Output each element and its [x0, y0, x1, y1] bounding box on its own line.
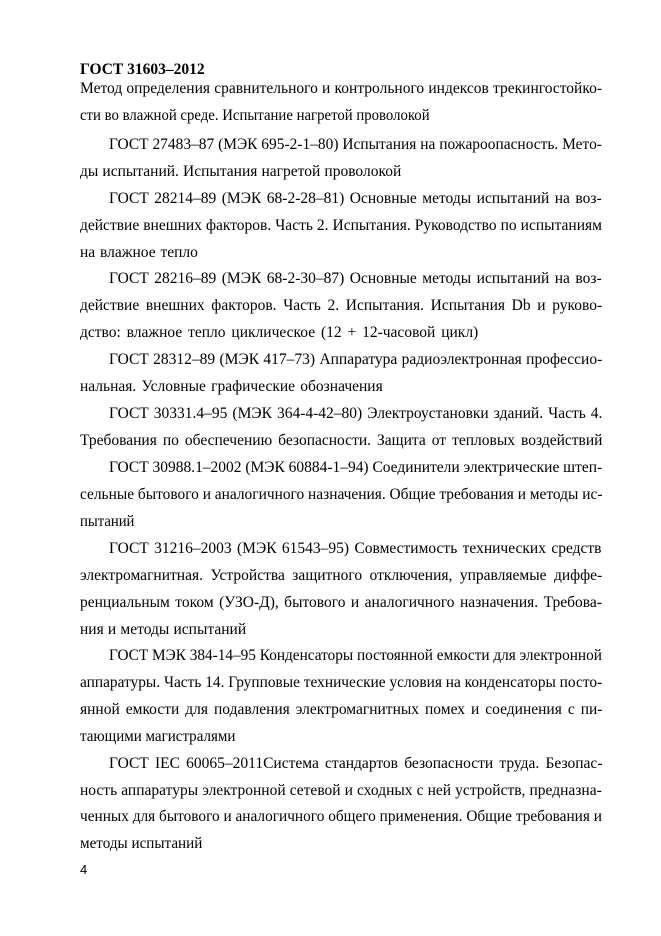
text-line: ГОСТ 27483–87 (МЭК 695-2-1–80) Испытания на пожароопасность. Мето- [109, 136, 602, 153]
text-line: ГОСТ IEC 60065–2011Система стандартов безопасности труда. Безопас- [109, 755, 603, 772]
text-line: ГОСТ МЭК 384-14–95 Конденсаторы постоянной емкости для электронной [109, 647, 602, 664]
text-line: сельные бытового и аналогичного назначения. Общие требования и методы ис- [80, 486, 603, 503]
text-line: сти во влажной среде. Испытание нагретой проволокой [80, 107, 430, 124]
text-line: ГОСТ 28216–89 (МЭК 68-2-30–87) Основные методы испытаний на воз- [109, 270, 602, 287]
text-line: ченных для бытового и аналогичного общего применения. Общие требования и [80, 808, 602, 825]
text-line: методы испытаний [80, 835, 203, 852]
text-line: тающими магистралями [80, 728, 236, 745]
text-line: аппаратуры. Часть 14. Групповые технические условия на конденсаторы посто- [80, 674, 603, 691]
text-line: действие внешних факторов. Часть 2. Испытания. Испытания Db и руково- [80, 297, 603, 314]
text-line: ГОСТ 30331.4–95 (МЭК 364-4-42–80) Электроустановки зданий. Часть 4. [109, 405, 603, 422]
text-line: электромагнитная. Устройства защитного отключения, управляемые диффе- [80, 567, 603, 584]
text-line: Метод определения сравнительного и контрольного индексов трекингостойко- [80, 80, 603, 97]
text-line: на влажное тепло [80, 244, 198, 261]
text-line: ГОСТ 28214–89 (МЭК 68-2-28–81) Основные методы испытаний на воз- [109, 190, 602, 207]
text-line: ния и методы испытаний [80, 621, 247, 638]
text-line: дство: влажное тепло циклическое (12 + 12-часовой цикл) [80, 324, 479, 341]
page-number: 4 [80, 862, 88, 877]
text-line: ренциальным током (УЗО-Д), бытового и аналогичного назначения. Требова- [80, 594, 602, 611]
text-line: ность аппаратуры электронной сетевой и сходных с ней устройств, предназна- [80, 782, 602, 799]
document-header: ГОСТ 31603–2012 [80, 61, 205, 78]
text-line: ГОСТ 31216–2003 (МЭК 61543–95) Совместимость технических средств [109, 540, 602, 557]
text-line: ГОСТ 28312–89 (МЭК 417–73) Аппаратура радиоэлектронная профессио- [109, 351, 603, 368]
text-line: пытаний [80, 513, 135, 530]
text-line: Требования по обеспечению безопасности. Защита от тепловых воздействий [80, 432, 603, 449]
text-line: ГОСТ 30988.1–2002 (МЭК 60884-1–94) Соединители электрические штеп- [109, 459, 603, 476]
text-line: ды испытаний. Испытания нагретой проволокой [80, 163, 402, 180]
text-line: нальная. Условные графические обозначения [80, 378, 383, 395]
text-line: янной емкости для подавления электромагнитных помех и соединения с пи- [80, 701, 603, 718]
text-line: действие внешних факторов. Часть 2. Испытания. Руководство по испытаниям [80, 217, 602, 234]
